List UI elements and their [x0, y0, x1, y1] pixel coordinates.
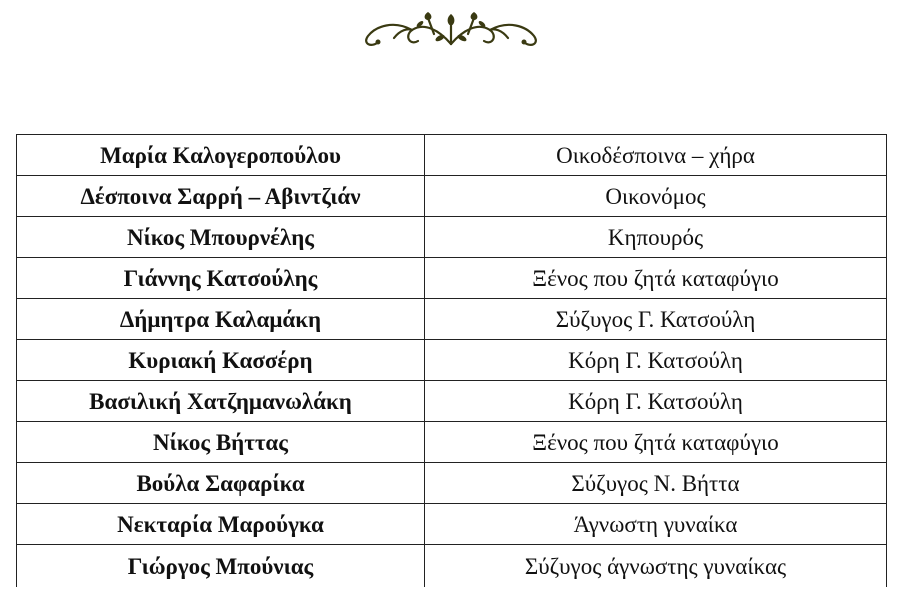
- table-row: [17, 545, 887, 588]
- table-row: [17, 463, 887, 504]
- actor-name: Γιώργος Μπούνιας: [17, 545, 425, 588]
- table-row: [17, 299, 887, 340]
- role-name: Σύζυγος άγνωστης γυναίκας: [425, 545, 887, 588]
- role-name: Κόρη Γ. Κατσούλη: [425, 340, 887, 381]
- cast-table-body: [17, 135, 887, 588]
- table-row: [17, 135, 887, 176]
- actor-name: Βασιλική Χατζημανωλάκη: [17, 381, 425, 422]
- table-row: [17, 381, 887, 422]
- table-row: [17, 176, 887, 217]
- actor-name: Δήμητρα Καλαμάκη: [17, 299, 425, 340]
- role-name: Σύζυγος Γ. Κατσούλη: [425, 299, 887, 340]
- role-name: Ξένος που ζητά καταφύγιο: [425, 422, 887, 463]
- actor-name: Νίκος Βήττας: [17, 422, 425, 463]
- table-row: [17, 340, 887, 381]
- actor-name: Γιάννης Κατσούλης: [17, 258, 425, 299]
- table-row: [17, 258, 887, 299]
- actor-name: Μαρία Καλογεροπούλου: [17, 135, 425, 176]
- actor-name: Βούλα Σαφαρίκα: [17, 463, 425, 504]
- role-name: Οικοδέσποινα – χήρα: [425, 135, 887, 176]
- role-name: Σύζυγος Ν. Βήττα: [425, 463, 887, 504]
- actor-name: Νίκος Μπουρνέλης: [17, 217, 425, 258]
- actor-name: Δέσποινα Σαρρή – Αβιντζιάν: [17, 176, 425, 217]
- role-name: Κηπουρός: [425, 217, 887, 258]
- table-row: [17, 504, 887, 545]
- role-name: Ξένος που ζητά καταφύγιο: [425, 258, 887, 299]
- role-name: Άγνωστη γυναίκα: [425, 504, 887, 545]
- actor-name: Νεκταρία Μαρούγκα: [17, 504, 425, 545]
- table-row: [17, 422, 887, 463]
- cast-table: [16, 134, 887, 587]
- table-row: [17, 217, 887, 258]
- actor-name: Κυριακή Κασσέρη: [17, 340, 425, 381]
- role-name: Οικονόμος: [425, 176, 887, 217]
- role-name: Κόρη Γ. Κατσούλη: [425, 381, 887, 422]
- floral-flourish-icon: [354, 8, 548, 52]
